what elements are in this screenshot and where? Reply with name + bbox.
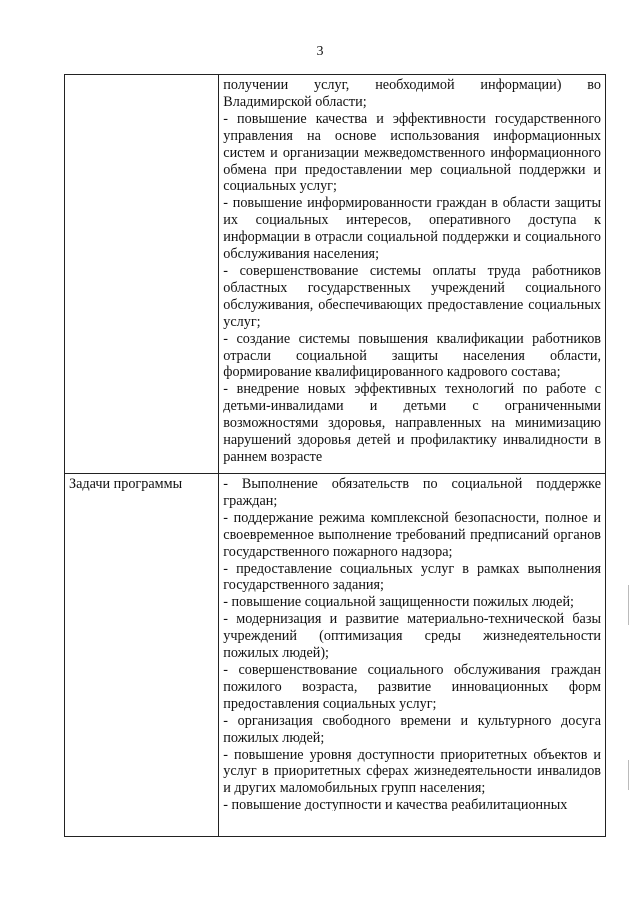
task-item: - совершенствование социального обслуживания граждан пожилого возраста, развитие инновационных форм предоставления социальных услуг; <box>223 661 601 712</box>
task-item: - поддержание режима комплексной безопасности, полное и своевременное выполнение требований предписаний органов государственного пожарного надзора; <box>223 509 601 560</box>
task-item: - Выполнение обязательств по социальной поддержке граждан; <box>223 476 601 509</box>
task-item: - предоставление социальных услуг в рамках выполнения государственного задания; <box>223 560 601 594</box>
task-item: - модернизация и развитие материально-технической базы учреждений (оптимизация среды жизнедеятельности пожилых людей); <box>223 611 601 662</box>
page-number: 3 <box>316 44 324 59</box>
row-content-cell <box>219 474 606 837</box>
row-content-cell <box>219 75 606 474</box>
goal-item: получении услуг, необходимой информации) во Владимирской области; <box>223 77 601 110</box>
scan-edge-mark <box>628 760 629 790</box>
row-label <box>65 75 218 77</box>
scan-edge-mark <box>628 585 629 625</box>
row-label-tasks: Задачи программы <box>69 476 183 492</box>
program-passport-table <box>64 74 606 837</box>
table-row-tasks <box>65 474 606 837</box>
task-item: - повышение доступности и качества реабилитационных <box>223 797 568 812</box>
goal-item: - совершенствование системы оплаты труда работников областных государственных учреждений социального обслуживания, обеспечивающих предоставление социальных услуг; <box>223 262 601 330</box>
task-item: - организация свободного времени и культурного досуга пожилых людей; <box>223 712 601 746</box>
row-label-cell <box>65 75 219 474</box>
tasks-list <box>219 474 605 813</box>
row-label-cell <box>65 474 219 837</box>
task-item: - повышение социальной защищенности пожилых людей; <box>223 594 574 611</box>
goal-item: - создание системы повышения квалификации работников отрасли социальной защиты населения области, формирование квалифицированного кадрового состава; <box>223 330 601 381</box>
goal-item: - повышение информированности граждан в области защиты их социальных интересов, оперативного доступа к информации в отрасли социальной поддержки и социального обслуживания населения; <box>223 195 601 263</box>
task-item: - повышение уровня доступности приоритетных объектов и услуг в приоритетных сферах жизнедеятельности инвалидов и других маломобильных групп населения; <box>223 746 601 797</box>
table-row-goals-continued <box>65 75 606 474</box>
goals-list <box>219 75 605 468</box>
goal-item: - повышение качества и эффективности государственного управления на основе использования информационных систем и организации межведомственного информационного обмена при предоставлении мер социальной поддержки и социальных услуг; <box>223 110 601 195</box>
goal-item: - внедрение новых эффективных технологий по работе с детьми-инвалидами и детьми с ограниченными возможностями здоровья, направленных на минимизацию нарушений здоровья детей и профилактику инвалидности в раннем возрасте <box>223 381 601 465</box>
